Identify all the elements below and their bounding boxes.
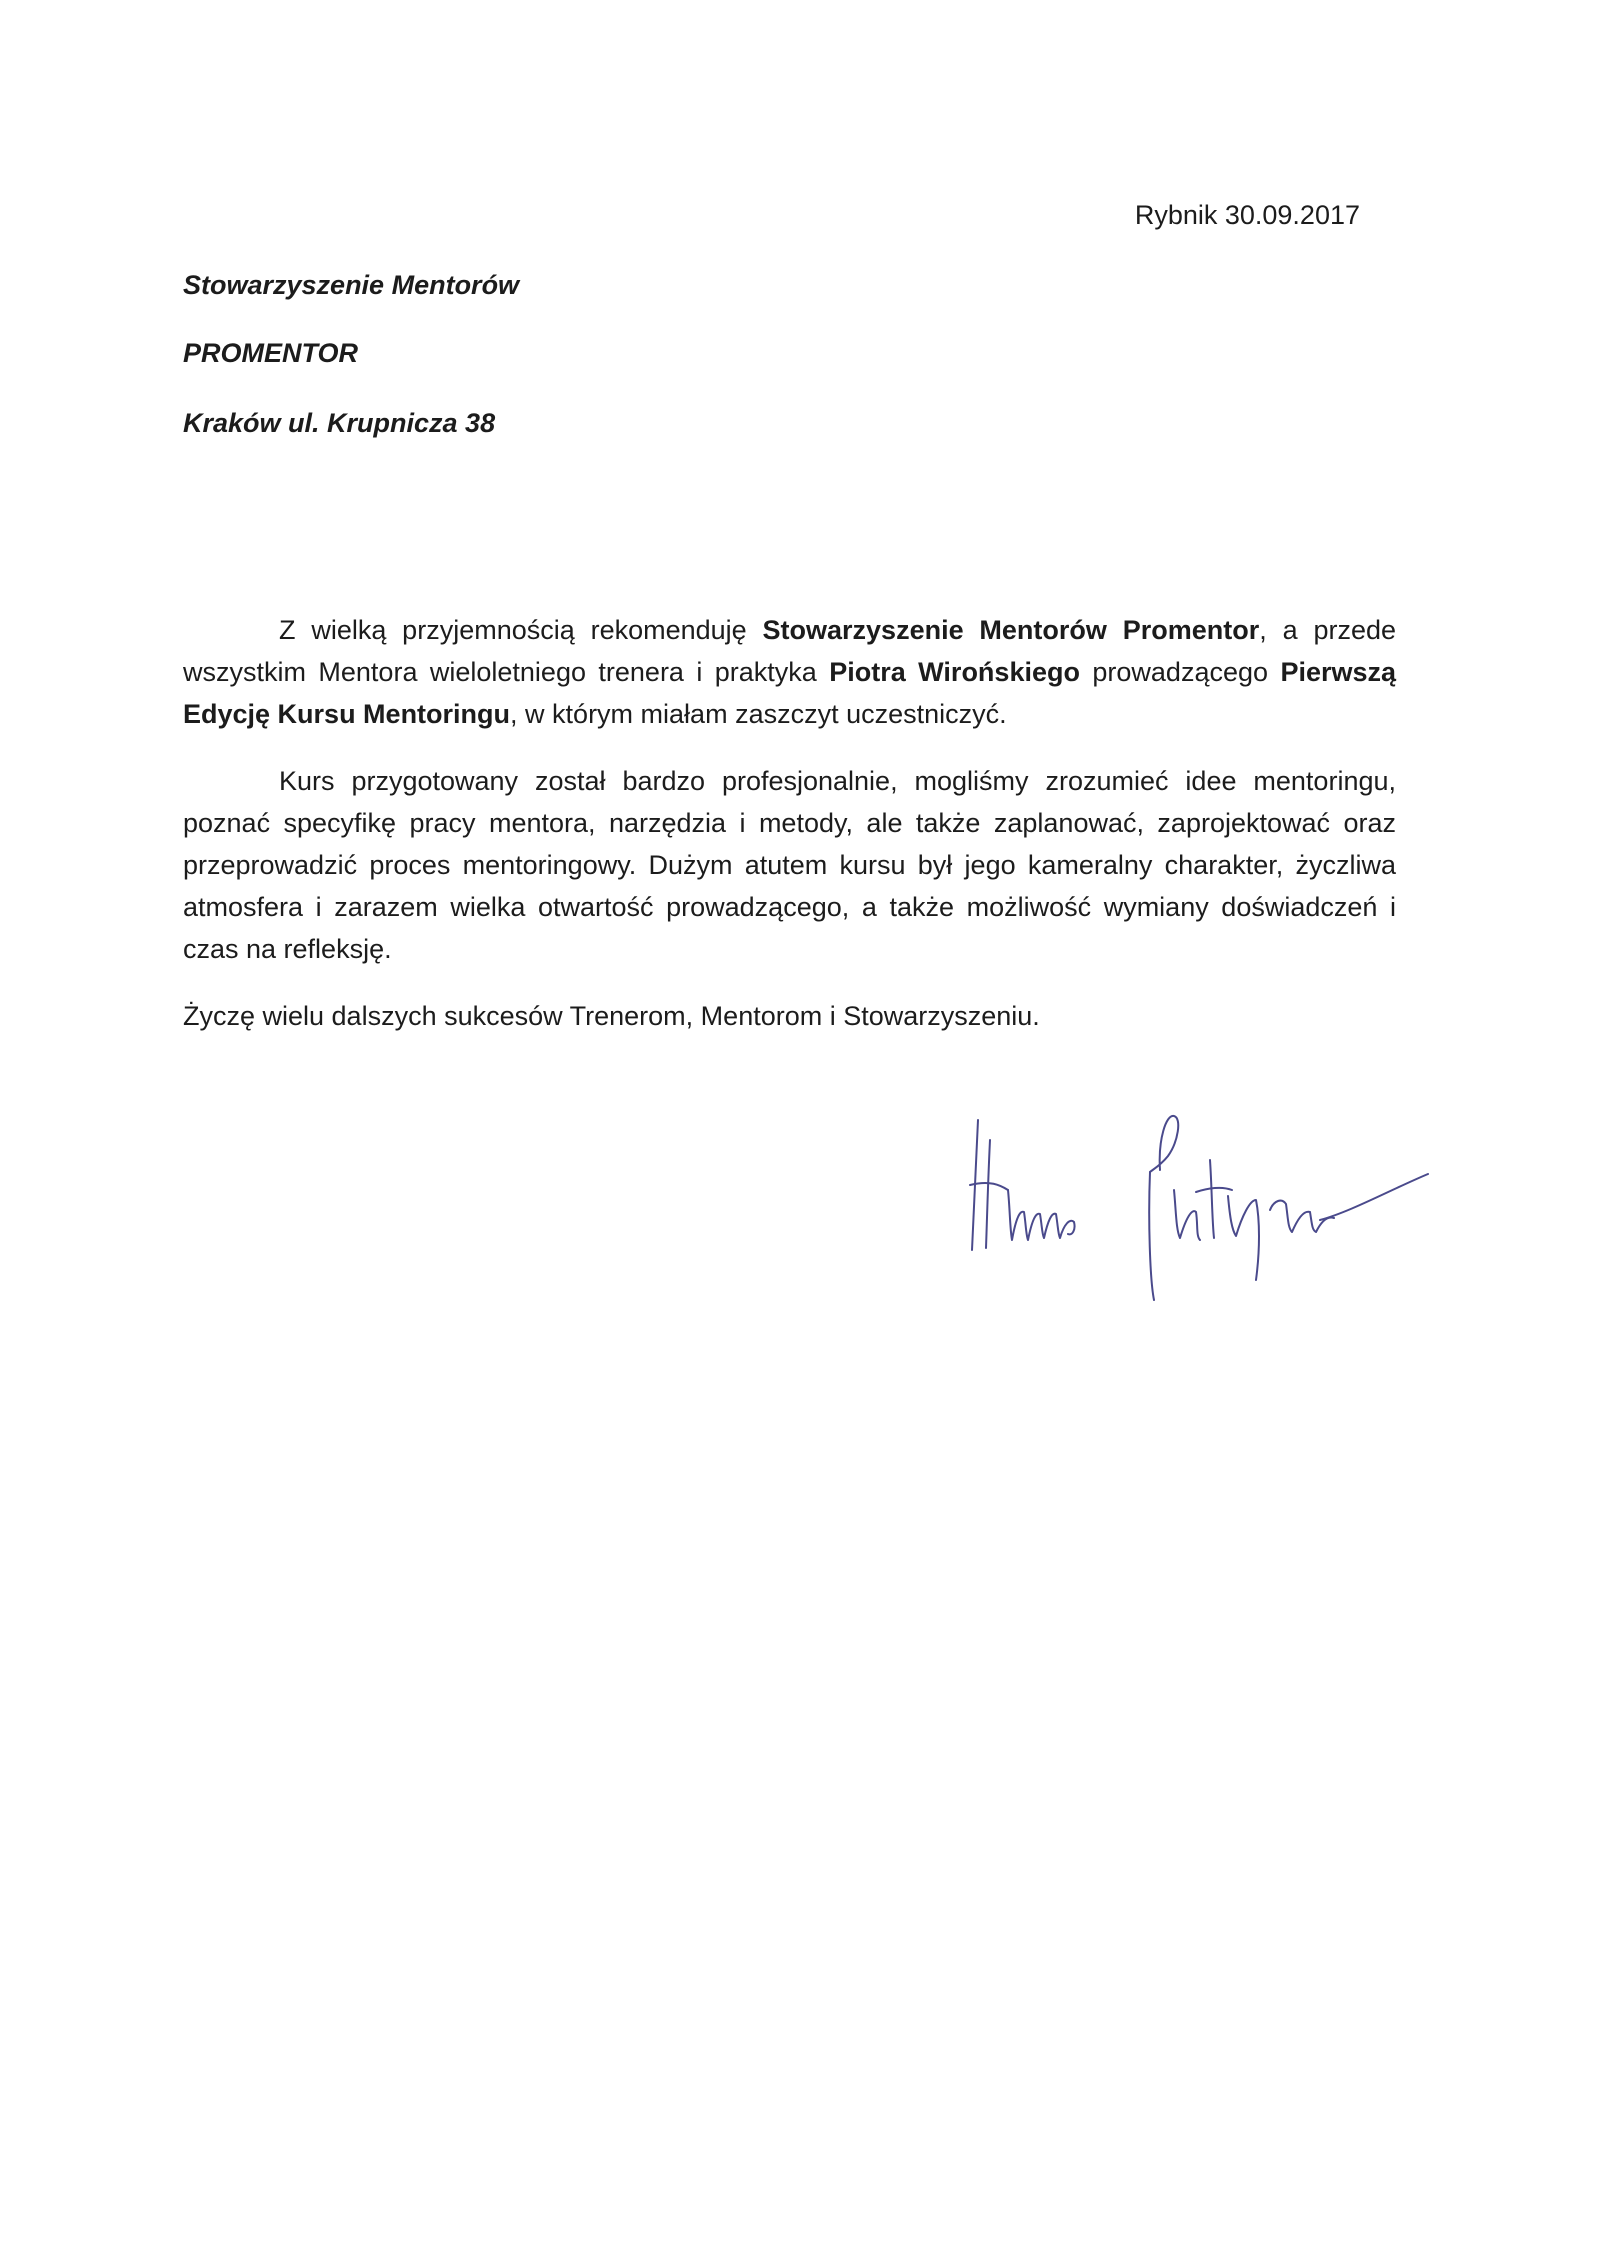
handwritten-signature [960,1100,1440,1320]
addressee-name: Stowarzyszenie Mentorów [183,270,520,300]
p1-text-a: Z wielką przyjemnością rekomenduję [279,615,763,645]
p1-text-g: , w którym miałam zaszczyt uczestniczyć. [510,699,1007,729]
p1-course-name: Pierwszą Edycję Kursu Mentoringu [183,657,1397,729]
p1-mentor-name: Piotra Wirońskiego [829,657,1080,687]
paragraph-recommendation [183,609,1396,735]
p1-text-e: prowadzącego [1079,657,1281,687]
addressee-org: PROMENTOR [183,338,359,368]
addressee-address: Kraków ul. Krupnicza 38 [183,408,496,438]
place-date: Rybnik 30.09.2017 [1134,200,1360,230]
p1-association-name: Stowarzyszenie Mentorów Promentor [762,615,1260,645]
paragraph-course: Kurs przygotowany został bardzo profesjonalnie, mogliśmy zrozumieć idee mentoringu, poznać specyfikę pracy mentora, narzędzia i metody, ale także zaplanować, zaprojektować oraz przeprowadzić proces mentoringowy. Dużym atutem kursu był jego kameralny charakter, życzliwa atmosfera i zarazem wielka otwartość prowadzącego, a także możliwość wymiany doświadczeń i czas na refleksję. [183,766,1396,964]
paragraph-wishes: Życzę wielu dalszych sukcesów Trenerom, Mentorom i Stowarzyszeniu. [183,1001,1040,1031]
p1-text-c: , a przede wszystkim Mentora wieloletniego trenera i praktyka [183,615,1397,687]
